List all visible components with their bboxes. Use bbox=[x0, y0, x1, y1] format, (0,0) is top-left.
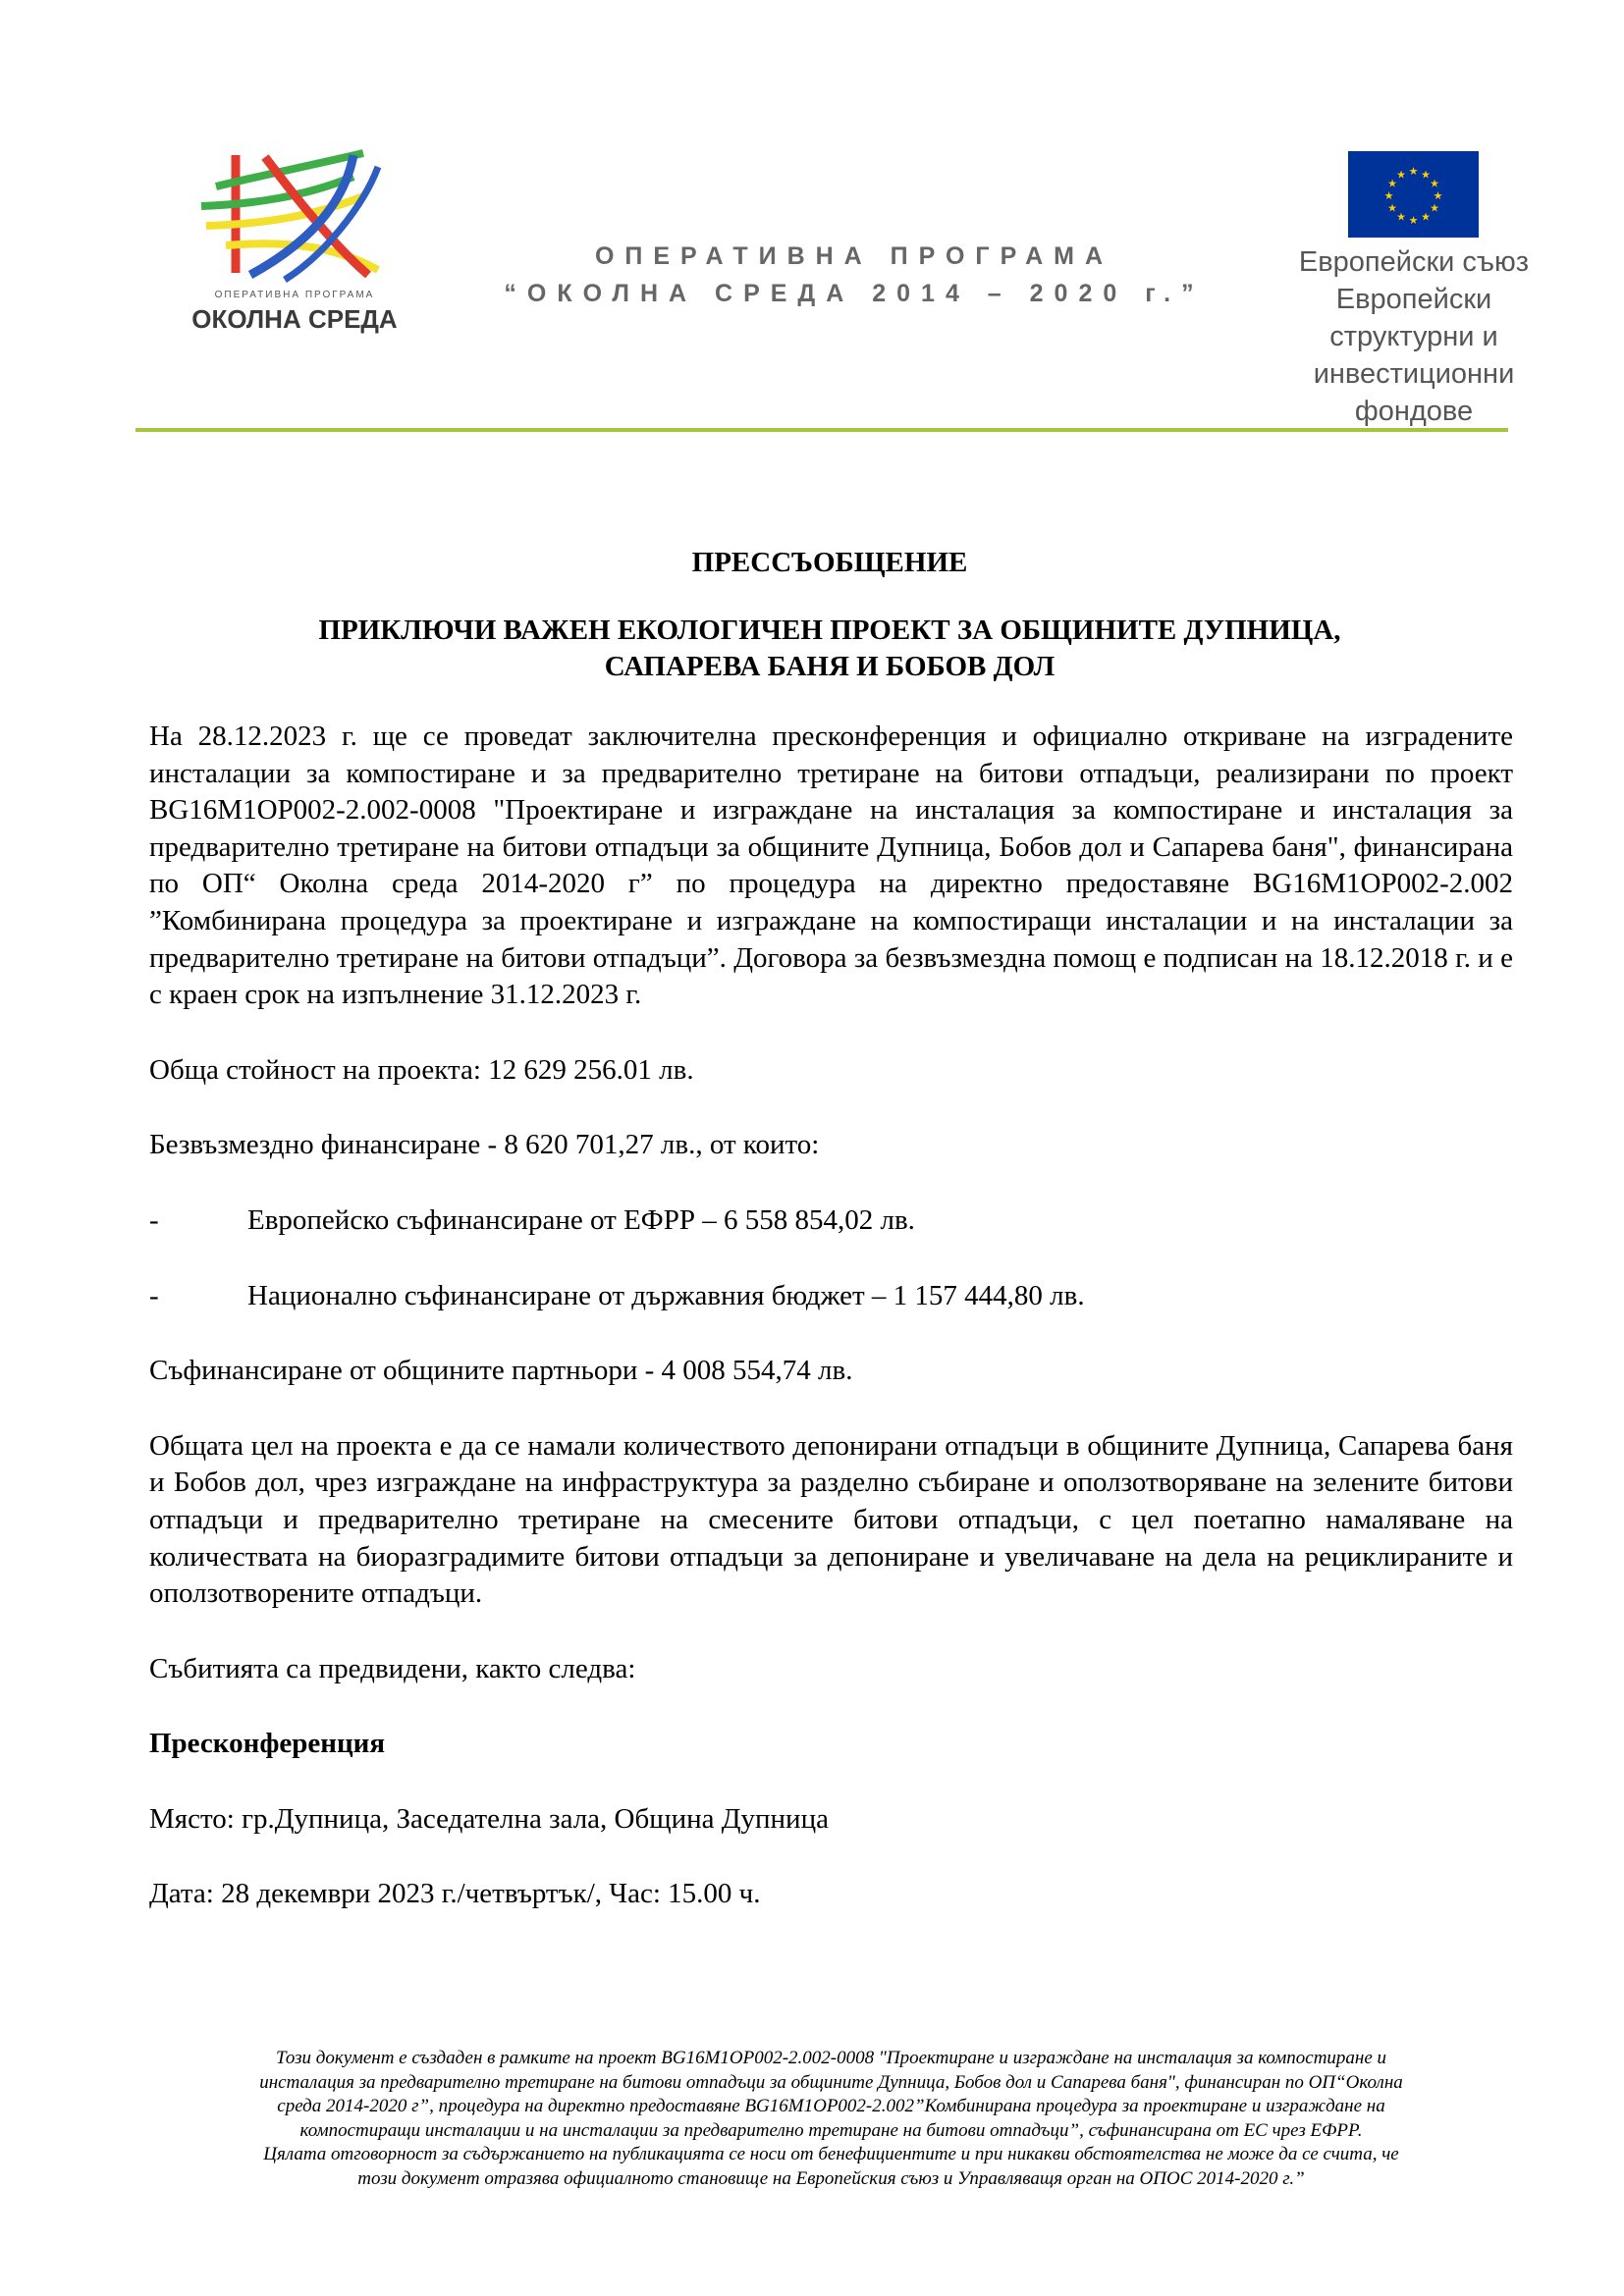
subheading-line: ПРИКЛЮЧИ ВАЖЕН ЕКОЛОГИЧЕН ПРОЕКТ ЗА ОБЩИНИТЕ ДУПНИЦА, bbox=[318, 614, 1341, 646]
cofinancing-amount: Съфинансиране от общините партньори - 4 008 554,74 лв. bbox=[149, 1355, 853, 1387]
eu-caption-line: Европейски съюз bbox=[1298, 246, 1530, 278]
goal-paragraph: Общата цел на проекта е да се намали количеството депонирани отпадъци в общините Дупница, Сапарева баня и Бобов дол, чрез изграждане на инфраструктура за разделно събиране и оползотворяване на зелените битови отпадъци и предварително третиране на смесените битови отпадъци, с цел поетапно намаляване на количествата на биоразградимите битови отпадъци за депониране и увеличаване на дела на рециклираните и оползотворените отпадъци. bbox=[149, 1429, 1513, 1610]
okolna-sreda-logo bbox=[177, 147, 412, 344]
footer-line: Този документ е създаден в рамките на проект BG16M1OP002-2.002-0008 "Проектиране и изграждане на инсталация за компостиране и bbox=[275, 2048, 1387, 2068]
svg-text:★: ★ bbox=[1421, 168, 1431, 182]
list-item bbox=[149, 1202, 1513, 1240]
event-title: Пресконференция bbox=[149, 1728, 386, 1760]
bullet-marker: - bbox=[149, 1279, 159, 1311]
list-item bbox=[149, 1278, 1513, 1315]
eu-funds-caption bbox=[1247, 243, 1581, 430]
document-heading: ПРЕССЪОБЩЕНИЕ bbox=[691, 547, 968, 578]
svg-text:★: ★ bbox=[1433, 189, 1443, 202]
svg-text:★: ★ bbox=[1430, 201, 1439, 215]
svg-text:★: ★ bbox=[1430, 177, 1439, 190]
svg-text:★: ★ bbox=[1408, 165, 1419, 178]
logo-caption: ОКОЛНА СРЕДА bbox=[191, 304, 398, 334]
logo-small-caption: ОПЕРАТИВНА ПРОГРАМА bbox=[214, 290, 375, 300]
footer-line: компостиращи инсталации и на инсталации за предварително третиране на битови отпадъци”, съфинансирана от ЕС чрез ЕФРР. bbox=[299, 2119, 1363, 2141]
svg-text:★: ★ bbox=[1421, 210, 1431, 224]
svg-text:★: ★ bbox=[1396, 168, 1406, 182]
eu-caption-line: структурни и bbox=[1329, 321, 1498, 352]
program-title-line1: ОПЕРАТИВНА ПРОГРАМА bbox=[594, 242, 1114, 270]
eu-caption-line: инвестиционни bbox=[1313, 358, 1515, 390]
footer-line: инсталация за предварително третиране на битови отпадъци за общините Дупница, Бобов дол и Сапарева баня", финансиран по ОП“Околна bbox=[259, 2071, 1403, 2093]
bullet-text: Европейско съфинансиране от ЕФРР – 6 558 854,02 лв. bbox=[247, 1203, 915, 1236]
footer-line: среда 2014-2020 г”, процедура на директно предоставяне BG16M1OP002-2.002”Комбинирана процедура за проектиране и изграждане на bbox=[277, 2096, 1385, 2116]
svg-text:★: ★ bbox=[1408, 214, 1419, 227]
events-intro: Събитията са предвидени, както следва: bbox=[149, 1652, 636, 1684]
eu-flag-icon bbox=[1348, 151, 1479, 238]
svg-text:★: ★ bbox=[1383, 189, 1394, 202]
program-title bbox=[442, 238, 1267, 312]
event-date: Дата: 28 декември 2023 г./четвъртък/, Час: 15.00 ч. bbox=[149, 1878, 761, 1910]
bullet-text: Национално съфинансиране от държавния бюджет – 1 157 444,80 лв. bbox=[247, 1279, 1085, 1311]
svg-text:★: ★ bbox=[1396, 210, 1406, 224]
svg-text:★: ★ bbox=[1387, 201, 1397, 215]
eu-caption-line: фондове bbox=[1354, 396, 1474, 427]
header-divider bbox=[135, 428, 1508, 432]
event-place: Място: гр.Дупница, Заседателна зала, Община Дупница bbox=[149, 1802, 829, 1835]
footer-line: този документ отразява официалното становище на Европейския съюз и Управляващя орган на ОПОС 2014-2020 г.” bbox=[357, 2167, 1305, 2189]
intro-paragraph: На 28.12.2023 г. ще се проведат заключителна пресконференция и официално откриване на изградените инсталации за компостиране и за предварително третиране на битови отпадъци, реализирани по проект BG16M1OP002-2.002-0008 "Проектиране и изграждане на инсталация за компостиране и инсталация за предварително третиране на битови отпадъци за общините Дупница, Бобов дол и Сапарева баня", финансирана по ОП“ Околна среда 2014-2020 г” по процедура на директно предоставяне BG16M1OP002-2.002 ”Комбинирана процедура за проектиране и изграждане на компостиращи инсталации и на инсталации за предварително третиране на битови отпадъци”. Договора за безвъзмездна помощ е подписан на 18.12.2018 г. и е с краен срок на изпълнение 31.12.2023 г. bbox=[149, 721, 1513, 1011]
bullet-marker: - bbox=[149, 1203, 159, 1236]
document-subheading bbox=[147, 613, 1512, 685]
svg-text:★: ★ bbox=[1387, 177, 1397, 190]
subheading-line: САПАРЕВА БАНЯ И БОБОВ ДОЛ bbox=[604, 651, 1056, 682]
program-title-line2: “ОКОЛНА СРЕДА 2014 – 2020 г.” bbox=[504, 280, 1205, 307]
document-body bbox=[149, 719, 1513, 1913]
footer-disclaimer bbox=[149, 2047, 1513, 2191]
grant-amount: Безвъзмездно финансиране - 8 620 701,27 лв., от които: bbox=[149, 1129, 820, 1161]
footer-line: Цялата отговорност за съдържанието на публикацията се носи от бенефициентите и при никакви обстоятелства не може да се счита, че bbox=[263, 2144, 1399, 2164]
eu-caption-line: Европейски bbox=[1335, 284, 1492, 315]
okolna-sreda-logo-mark bbox=[196, 147, 393, 285]
total-value: Обща стойност на проекта: 12 629 256.01 лв. bbox=[149, 1053, 694, 1086]
